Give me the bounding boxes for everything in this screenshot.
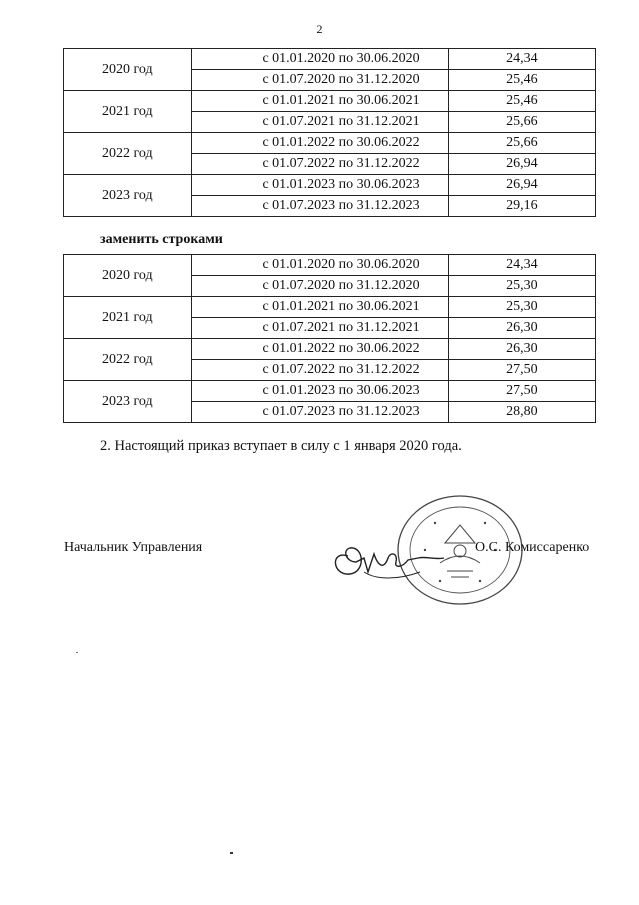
year-cell: 2020 год	[64, 255, 192, 297]
scan-speck	[230, 852, 233, 854]
period-cell: с 01.01.2023 по 30.06.2023	[191, 175, 448, 196]
handwritten-signature	[328, 528, 448, 588]
period-cell: с 01.07.2021 по 31.12.2021	[191, 112, 448, 133]
rate-value-cell: 25,30	[448, 297, 595, 318]
period-cell: с 01.01.2020 по 30.06.2020	[191, 49, 448, 70]
period-cell: с 01.01.2020 по 30.06.2020	[191, 255, 448, 276]
rate-value-cell: 26,94	[448, 154, 595, 175]
rate-value-cell: 27,50	[448, 360, 595, 381]
period-cell: с 01.07.2023 по 31.12.2023	[191, 196, 448, 217]
clause-2: 2. Настоящий приказ вступает в силу с 1 января 2020 года.	[100, 438, 462, 454]
rate-value-cell: 26,30	[448, 318, 595, 339]
signer-name: О.С. Комиссаренко	[475, 540, 590, 555]
period-cell: с 01.07.2021 по 31.12.2021	[191, 318, 448, 339]
rate-value-cell: 24,34	[448, 49, 595, 70]
rate-value-cell: 28,80	[448, 402, 595, 423]
period-cell: с 01.07.2022 по 31.12.2022	[191, 154, 448, 175]
year-cell: 2021 год	[64, 91, 192, 133]
period-cell: с 01.01.2021 по 30.06.2021	[191, 91, 448, 112]
rate-value-cell: 24,34	[448, 255, 595, 276]
tariff-table-new	[63, 254, 596, 423]
table-row	[64, 255, 596, 276]
signer-position: Начальник Управления	[64, 540, 203, 555]
page-number: 2	[316, 22, 323, 36]
table-row	[64, 49, 596, 70]
tariff-table-old	[63, 48, 596, 217]
rate-value-cell: 25,66	[448, 112, 595, 133]
rate-value-cell: 27,50	[448, 381, 595, 402]
year-cell: 2023 год	[64, 175, 192, 217]
year-cell: 2023 год	[64, 381, 192, 423]
period-cell: с 01.07.2022 по 31.12.2022	[191, 360, 448, 381]
replace-label: заменить строками	[100, 232, 223, 247]
period-cell: с 01.01.2022 по 30.06.2022	[191, 339, 448, 360]
table-row	[64, 339, 596, 360]
table-row	[64, 91, 596, 112]
period-cell: с 01.01.2021 по 30.06.2021	[191, 297, 448, 318]
year-cell: 2021 год	[64, 297, 192, 339]
period-cell: с 01.07.2020 по 31.12.2020	[191, 70, 448, 91]
table-row	[64, 133, 596, 154]
year-cell: 2020 год	[64, 49, 192, 91]
rate-value-cell: 29,16	[448, 196, 595, 217]
rate-value-cell: 25,66	[448, 133, 595, 154]
period-cell: с 01.07.2023 по 31.12.2023	[191, 402, 448, 423]
rate-value-cell: 26,94	[448, 175, 595, 196]
rate-value-cell: 25,46	[448, 91, 595, 112]
table-row	[64, 175, 596, 196]
year-cell: 2022 год	[64, 339, 192, 381]
scan-speck	[76, 652, 78, 653]
table-row	[64, 381, 596, 402]
year-cell: 2022 год	[64, 133, 192, 175]
rate-value-cell: 25,30	[448, 276, 595, 297]
period-cell: с 01.07.2020 по 31.12.2020	[191, 276, 448, 297]
rate-value-cell: 25,46	[448, 70, 595, 91]
table-row	[64, 297, 596, 318]
period-cell: с 01.01.2023 по 30.06.2023	[191, 381, 448, 402]
rate-value-cell: 26,30	[448, 339, 595, 360]
period-cell: с 01.01.2022 по 30.06.2022	[191, 133, 448, 154]
